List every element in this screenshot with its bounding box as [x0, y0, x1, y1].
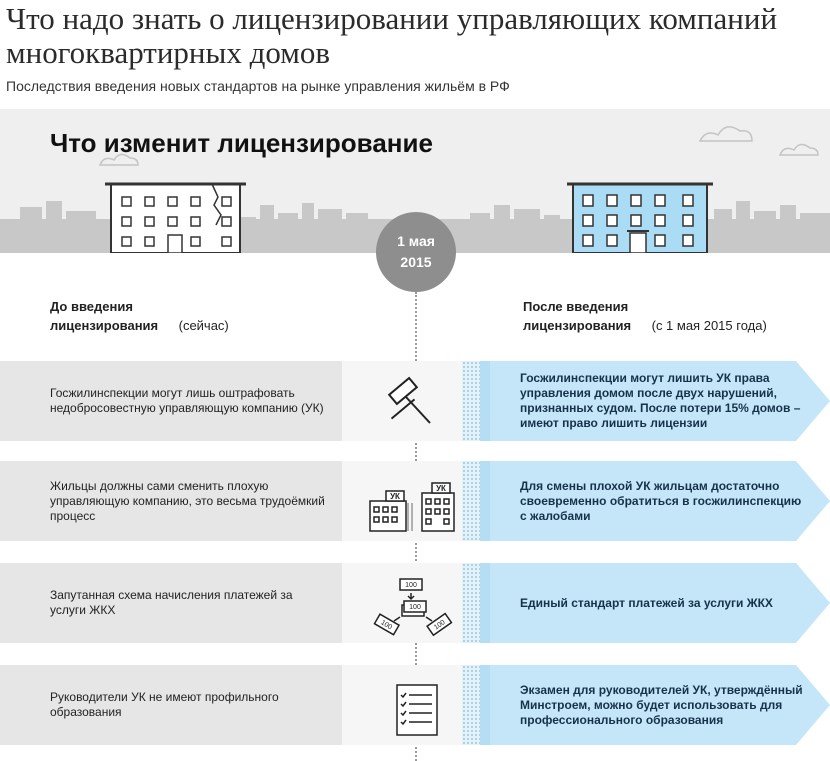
after-header-bold: После введения лицензирования	[523, 299, 632, 333]
blue-strip	[480, 461, 490, 541]
comparison-row	[0, 361, 830, 441]
banknote-label: 100	[379, 619, 394, 632]
buildings-icon	[342, 461, 462, 541]
after-text: Единый стандарт платежей за услуги ЖКХ	[520, 595, 773, 610]
after-text: Госжилинспекции могут лишить УК права управления домом после двух нарушений, признанных судом. После потери 15% домов – имеют право лишить лицензии	[520, 371, 801, 430]
cloud-icon	[700, 127, 818, 155]
before-text: Руководители УК не имеют профильного образования	[50, 690, 279, 719]
checklist-icon	[342, 665, 462, 745]
uk-label: УК	[436, 484, 446, 493]
after-header-normal: (с 1 мая 2015 года)	[648, 318, 767, 333]
blue-strip	[480, 563, 490, 643]
new-building-icon	[567, 184, 713, 253]
banknotes-icon	[342, 563, 462, 643]
banknote-label: 100	[409, 604, 421, 611]
comparison-row	[0, 563, 830, 643]
after-column-header	[523, 297, 767, 335]
page-subtitle: Последствия введения новых стандартов на рынке управления жильём в РФ	[6, 78, 510, 94]
before-header-normal: (сейчас)	[175, 318, 229, 333]
old-building-icon	[105, 184, 246, 253]
hatch-strip	[462, 563, 480, 643]
section-title: Что изменит лицензирование	[50, 128, 433, 158]
before-column-header	[50, 297, 229, 335]
banknote-label: 100	[433, 619, 447, 632]
after-text: Экзамен для руководителей УК, утверждённый Минстроем, можно будет использовать для профессионального образования	[520, 682, 803, 727]
after-text: Для смены плохой УК жильцам достаточно своевременно обратиться в госжилинспекцию с жалобами	[520, 478, 802, 523]
date-year: 2015	[400, 254, 432, 270]
hatch-strip	[462, 361, 480, 441]
hatch-strip	[462, 461, 480, 541]
hatch-strip	[462, 665, 480, 745]
before-text: Запутанная схема начисления платежей за услуги ЖКХ	[50, 588, 293, 617]
before-header-bold: До введения лицензирования	[50, 299, 159, 333]
comparison-row	[0, 665, 830, 745]
gavel-icon	[342, 361, 462, 441]
uk-label: УК	[390, 492, 400, 501]
blue-strip	[480, 665, 490, 745]
blue-strip	[480, 361, 490, 441]
banknote-label: 100	[405, 582, 417, 589]
page-title: Что надо знать о лицензировании управляющих компаний многоквартирных домов	[6, 1, 778, 70]
before-text: Жильцы должны сами сменить плохую управляющую компанию, это весьма трудоёмкий процесс	[50, 478, 325, 523]
before-text: Госжилинспекции могут лишь оштрафовать недобросовестную управляющую компанию (УК)	[50, 386, 324, 415]
date-day: 1 мая	[397, 233, 435, 249]
comparison-row	[0, 461, 830, 541]
date-badge	[376, 212, 456, 292]
